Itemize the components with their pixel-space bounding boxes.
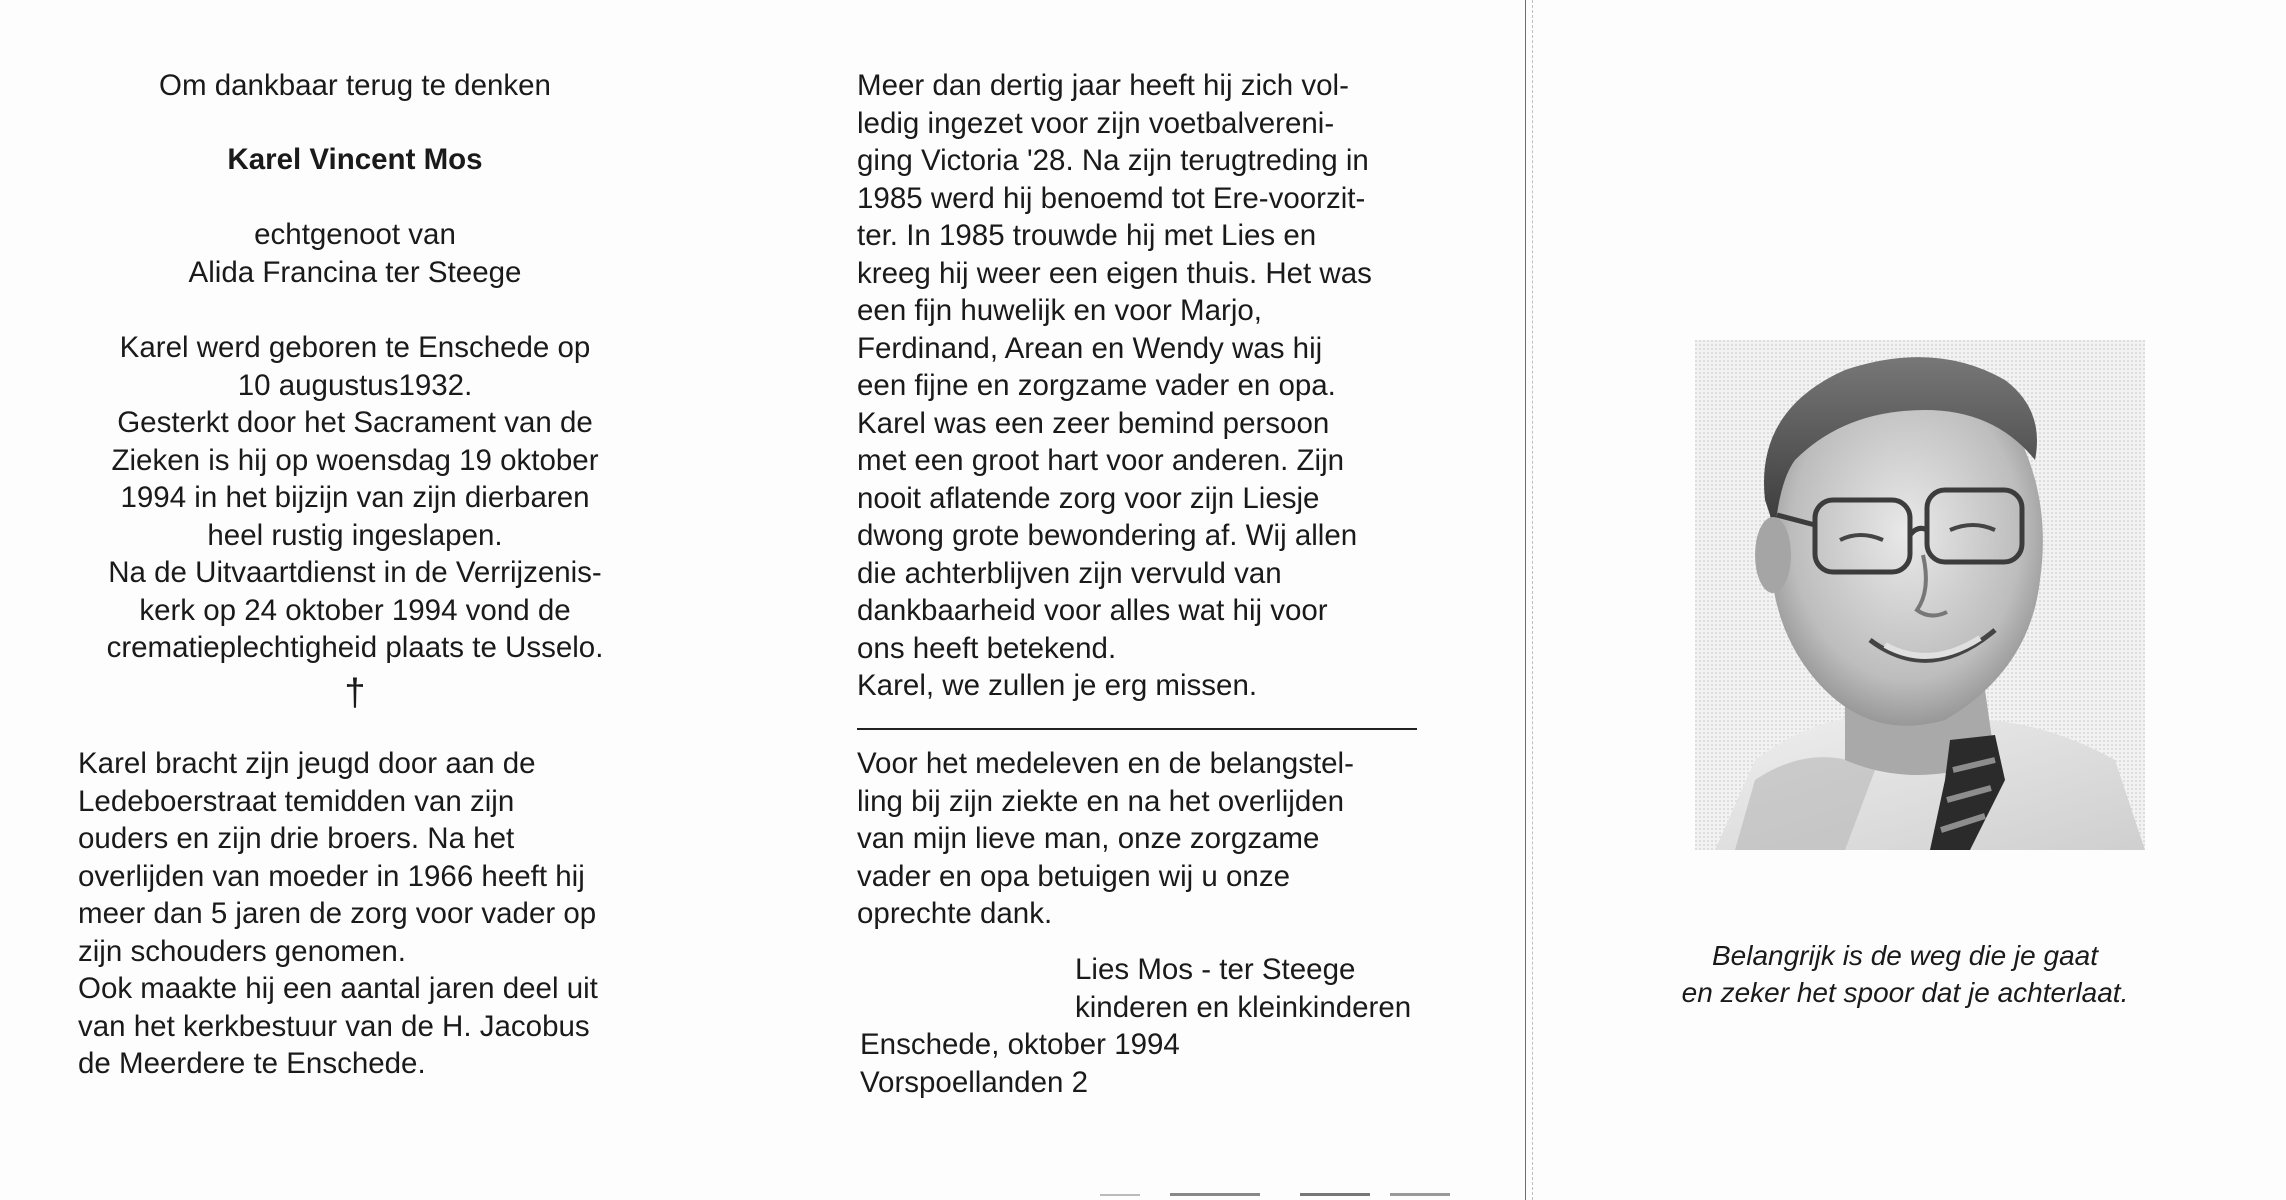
card-heading: Om dankbaar terug te denken [159,69,551,102]
spouse-name: Alida Francina ter Steege [188,255,522,289]
thanks-paragraph: Voor het medeleven en de belangstel- ling bij zijn ziekte en na het overlijden van mijn lieve man, onze zorgzame vader en opa betuigen wij u onze oprechte dank. [857,747,1354,930]
deceased-name: Karel Vincent Mos [227,142,483,176]
biography: Karel werd geboren te Enschede op 10 augustus1932. Gesterkt door het Sacrament van de Zieken is hij op woensdag 19 oktober 1994 in het bijzijn van zijn dierbaren heel rustig ingeslapen. Na de Uitvaartdienst in de Verrijzenis- kerk op 24 oktober 1994 vond de crematieplechtigheid plaats te Usselo. [106,331,604,664]
spouse-label: echtgenoot van [254,218,456,251]
section-divider [857,728,1417,730]
memorial-quote: Belangrijk is de weg die je gaat en zeker het spoor dat je achterlaat. [1681,940,2129,1008]
club-paragraph: Meer dan dertig jaar heeft hij zich vol- ledig ingezet voor zijn voetbalvereni- ging Victoria '28. Na zijn terugtreding in 1985 werd hij benoemd tot Ere-voorzit- ter. In 1985 trouwde hij met Lies en kreeg hij weer een eigen thuis. Het was een fijn huwelijk en voor Marjo, Ferdinand, Arean en Wendy was hij een fijne en zorgzame vader en opa. Karel was een zeer bemind persoon met een groot hart voor anderen. Zijn nooit aflatende zorg voor zijn Liesje dwong grote bewondering af. Wij allen die achterblijven zijn vervuld van dankbaarheid voor alles wat hij voor ons heeft betekend. Karel, we zullen je erg missen. [857,69,1372,702]
signature-family: kinderen en kleinkinderen [1075,990,1412,1024]
signature-names: Lies Mos - ter Steege [1075,953,1356,986]
place-date: Enschede, oktober 1994 [860,1028,1180,1061]
place-date-block [860,1026,1260,1101]
card-fold-shadow [1532,0,1533,1200]
left-column [60,67,650,719]
portrait-illustration [1695,340,2145,850]
card-fold-line [1525,0,1526,1200]
portrait-photo [1695,340,2145,850]
signature [1075,951,1475,1026]
youth-paragraph: Karel bracht zijn jeugd door aan de Ledeboerstraat temidden van zijn ouders en zijn drie broers. Na het overlijden van moeder in 1966 heeft hij meer dan 5 jaren de zorg voor vader op zijn schouders genomen. Ook maakte hij een aantal jaren deel uit van het kerkbestuur van de H. Jacobus de Meerdere te Enschede. [78,747,598,1080]
address: Vorspoellanden 2 [860,1065,1088,1099]
middle-column [857,67,1437,705]
scan-specks [1100,1180,1480,1200]
cross-icon: † [344,671,366,714]
